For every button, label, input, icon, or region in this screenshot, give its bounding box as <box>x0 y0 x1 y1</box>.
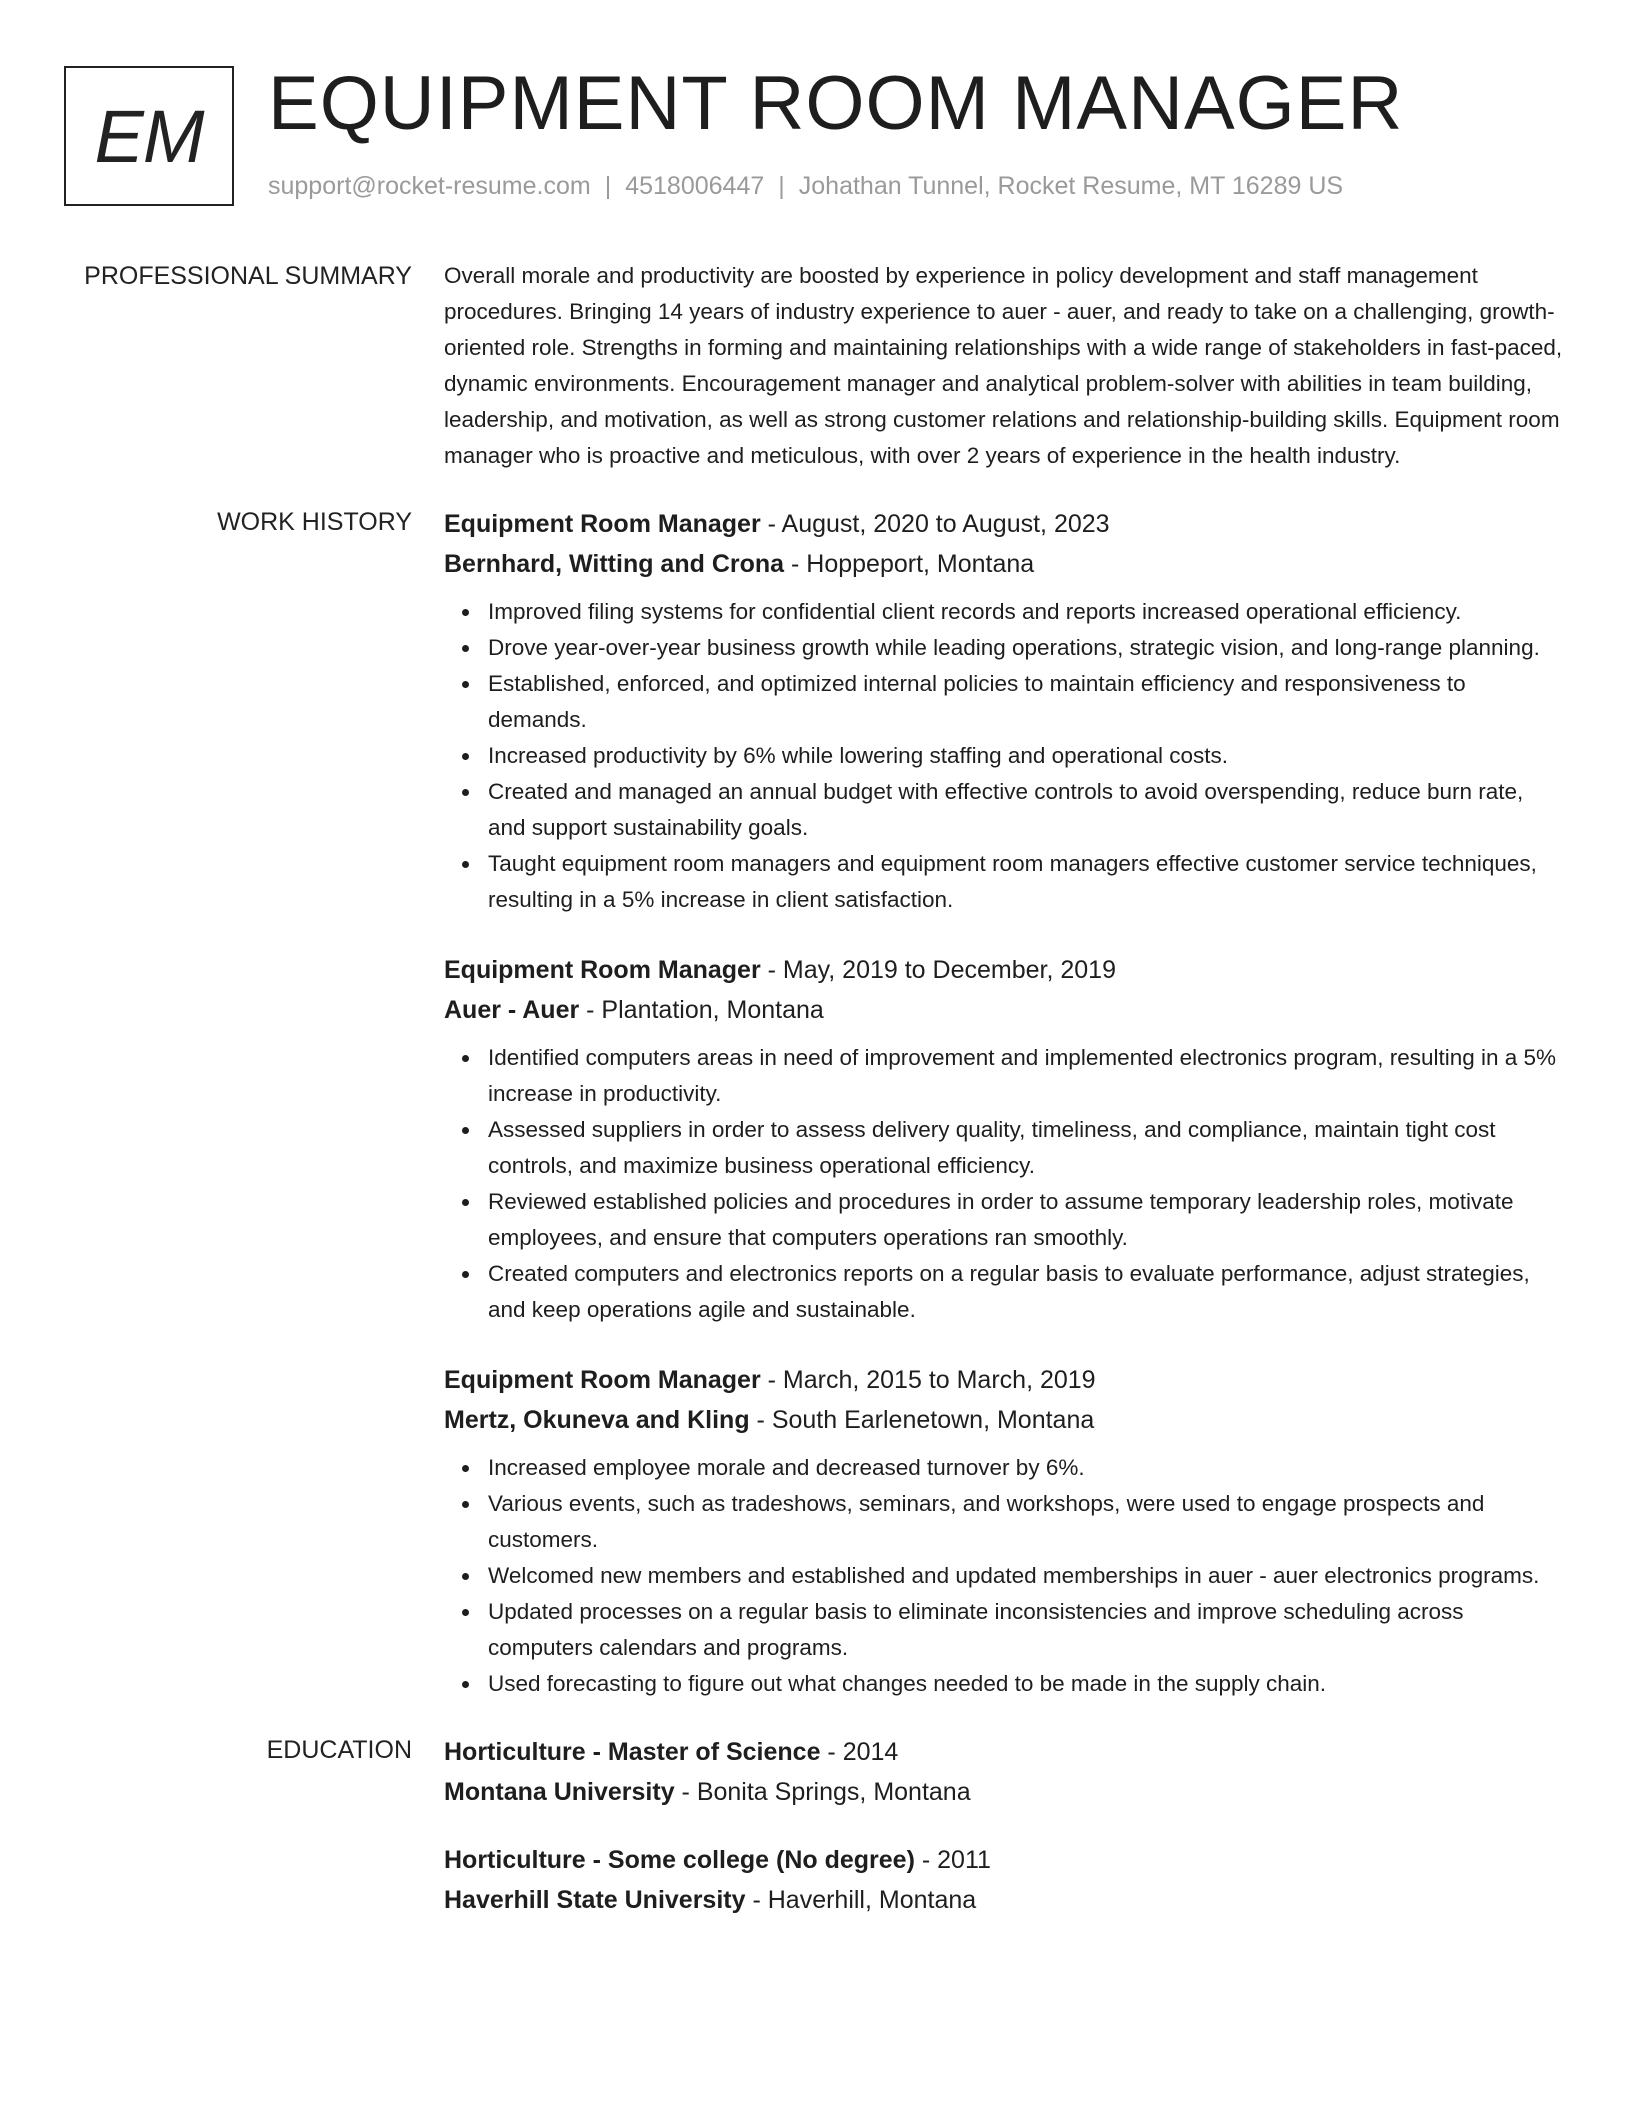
contact-line <box>268 172 1343 201</box>
job-bullet: Used forecasting to figure out what changes needed to be made in the supply chain. <box>488 1666 1564 1702</box>
job-dates: - May, 2019 to December, 2019 <box>760 956 1116 984</box>
job-bullet: Welcomed new members and established and updated memberships in auer - auer electronics programs. <box>488 1558 1564 1594</box>
job-entry <box>444 1360 1564 1702</box>
degree: Horticulture - Some college (No degree) <box>444 1846 915 1874</box>
job-company-line <box>444 544 1564 584</box>
degree-line <box>444 1840 1564 1880</box>
resume-content <box>0 258 1632 1978</box>
job-location: - Plantation, Montana <box>579 996 824 1024</box>
school: Haverhill State University <box>444 1886 746 1914</box>
initials-monogram: EM <box>64 66 234 206</box>
school-line <box>444 1772 1564 1812</box>
job-company-line <box>444 990 1564 1030</box>
section-label-work: WORK HISTORY <box>217 508 412 536</box>
job-bullet: Established, enforced, and optimized internal policies to maintain efficiency and responsiveness to demands. <box>488 666 1564 738</box>
job-title-line <box>444 504 1564 544</box>
job-entry <box>444 504 1564 918</box>
job-location: - Hoppeport, Montana <box>784 550 1035 578</box>
degree-year: - 2014 <box>820 1738 899 1766</box>
education-entry <box>444 1840 1564 1920</box>
job-company: Auer - Auer <box>444 996 580 1024</box>
summary-section <box>0 258 1632 474</box>
education-section <box>0 1732 1632 1948</box>
job-dates: - August, 2020 to August, 2023 <box>760 510 1110 538</box>
job-entry <box>444 950 1564 1328</box>
contact-phone: 4518006447 <box>625 172 765 200</box>
school: Montana University <box>444 1778 675 1806</box>
job-location: - South Earlenetown, Montana <box>749 1406 1095 1434</box>
job-title: Equipment Room Manager <box>444 1366 761 1394</box>
contact-email: support@rocket-resume.com <box>268 172 591 200</box>
degree-year: - 2011 <box>914 1846 991 1874</box>
summary-body <box>444 258 1564 474</box>
job-bullets <box>444 594 1564 918</box>
education-body <box>444 1732 1564 1948</box>
job-bullets <box>444 1450 1564 1702</box>
job-bullet: Updated processes on a regular basis to eliminate inconsistencies and improve scheduling across computers calendars and programs. <box>488 1594 1564 1666</box>
school-location: - Haverhill, Montana <box>745 1886 977 1914</box>
job-title-line <box>444 1360 1564 1400</box>
degree: Horticulture - Master of Science <box>444 1738 821 1766</box>
job-company: Bernhard, Witting and Crona <box>444 550 785 578</box>
work-history-section <box>0 504 1632 1702</box>
education-entry <box>444 1732 1564 1812</box>
job-title: Equipment Room Manager <box>444 510 761 538</box>
job-bullet: Increased employee morale and decreased turnover by 6%. <box>488 1450 1564 1486</box>
job-bullet: Drove year-over-year business growth while leading operations, strategic vision, and long-range planning. <box>488 630 1564 666</box>
job-bullet: Created and managed an annual budget with effective controls to avoid overspending, reduce burn rate, and support sustainability goals. <box>488 774 1564 846</box>
school-location: - Bonita Springs, Montana <box>674 1778 971 1806</box>
job-company: Mertz, Okuneva and Kling <box>444 1406 750 1434</box>
work-history-body <box>444 504 1564 1702</box>
contact-separator: | <box>778 172 785 200</box>
job-bullet: Improved filing systems for confidential client records and reports increased operational efficiency. <box>488 594 1564 630</box>
job-title-line <box>444 950 1564 990</box>
job-dates: - March, 2015 to March, 2019 <box>760 1366 1096 1394</box>
job-bullet: Increased productivity by 6% while lowering staffing and operational costs. <box>488 738 1564 774</box>
degree-line <box>444 1732 1564 1772</box>
job-bullet: Assessed suppliers in order to assess delivery quality, timeliness, and compliance, maintain tight cost controls, and maximize business operational efficiency. <box>488 1112 1564 1184</box>
job-bullet: Various events, such as tradeshows, seminars, and workshops, were used to engage prospects and customers. <box>488 1486 1564 1558</box>
job-bullet: Taught equipment room managers and equipment room managers effective customer service techniques, resulting in a 5% increase in client satisfaction. <box>488 846 1564 918</box>
school-line <box>444 1880 1564 1920</box>
contact-separator: | <box>604 172 612 200</box>
job-bullet: Identified computers areas in need of improvement and implemented electronics program, resulting in a 5% increase in productivity. <box>488 1040 1564 1112</box>
job-bullet: Reviewed established policies and procedures in order to assume temporary leadership roles, motivate employees, and ensure that computers operations ran smoothly. <box>488 1184 1564 1256</box>
job-bullets <box>444 1040 1564 1328</box>
job-title: Equipment Room Manager <box>444 956 761 984</box>
section-label-education: EDUCATION <box>266 1736 412 1764</box>
summary-text: Overall morale and productivity are boosted by experience in policy development and staff management procedures. Bringing 14 years of industry experience to auer - auer, and ready to take on a challenging, growth-oriented role. Strengths in forming and maintaining relationships with a wide range of stakeholders in fast-paced, dynamic environments. Encouragement manager and analytical problem-solver with abilities in team building, leadership, and motivation, as well as strong customer relations and relationship-building skills. Equipment room manager who is proactive and meticulous, with over 2 years of experience in the health industry. <box>444 263 1563 468</box>
contact-address: Johathan Tunnel, Rocket Resume, MT 16289 US <box>798 172 1344 200</box>
section-label-summary: PROFESSIONAL SUMMARY <box>84 262 412 290</box>
job-company-line <box>444 1400 1564 1440</box>
job-bullet: Created computers and electronics reports on a regular basis to evaluate performance, adjust strategies, and keep operations agile and sustainable. <box>488 1256 1564 1328</box>
resume-title: EQUIPMENT ROOM MANAGER <box>268 61 1404 146</box>
